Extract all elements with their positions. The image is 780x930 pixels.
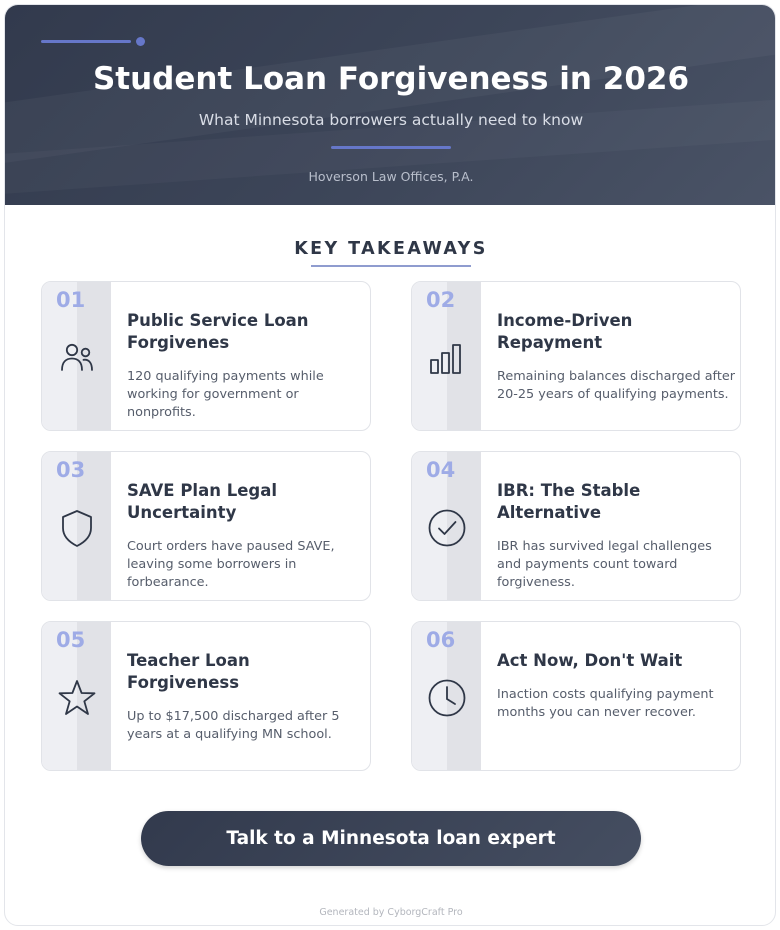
footer-credit: Generated by CyborgCraft Pro: [319, 907, 463, 918]
card-body: Remaining balances discharged after 20-25 years of qualifying payments.: [497, 369, 735, 402]
header-accent-dot: [136, 37, 145, 46]
takeaway-card: [411, 281, 741, 431]
page-title: Student Loan Forgiveness in 2026: [92, 61, 690, 97]
star-icon: [57, 678, 97, 718]
section-underline: [311, 265, 471, 267]
takeaway-card: [41, 621, 371, 771]
shield-icon: [57, 508, 97, 548]
card-title: Public Service Loan Forgivenes: [127, 311, 309, 352]
card-title: Teacher Loan Forgiveness: [127, 651, 250, 692]
card-number: 03: [56, 458, 86, 482]
card-body: IBR has survived legal challenges and payments count toward forgiveness.: [497, 539, 712, 590]
card-title: SAVE Plan Legal Uncertainty: [127, 481, 277, 522]
card-body: Court orders have paused SAVE, leaving some borrowers in forbearance.: [127, 539, 335, 590]
takeaway-card: [411, 621, 741, 771]
bar-chart-icon: [427, 338, 467, 378]
clock-icon: [427, 678, 467, 718]
card-number: 06: [426, 628, 456, 652]
people-icon: [57, 338, 97, 378]
card-body: Up to $17,500 discharged after 5 years at a qualifying MN school.: [127, 709, 340, 742]
card-title: Income-Driven Repayment: [497, 311, 633, 352]
header-banner: [5, 5, 776, 205]
card-number: 04: [426, 458, 456, 482]
check-circle-icon: [427, 508, 467, 548]
takeaway-card: [41, 281, 371, 431]
takeaway-card: [411, 451, 741, 601]
section-title: KEY TAKEAWAYS: [294, 239, 488, 259]
page-subtitle: What Minnesota borrowers actually need to know: [198, 111, 584, 129]
card-body: Inaction costs qualifying payment months you can never recover.: [497, 687, 714, 720]
card-body: 120 qualifying payments while working for government or nonprofits.: [127, 369, 324, 420]
infographic-card: [4, 4, 776, 926]
subtitle-divider: [331, 146, 451, 149]
takeaway-card: [41, 451, 371, 601]
card-number: 02: [426, 288, 456, 312]
card-title: Act Now, Don't Wait: [497, 651, 683, 670]
firm-name: Hoverson Law Offices, P.A.: [308, 169, 474, 184]
card-number: 05: [56, 628, 86, 652]
talk-to-expert-button[interactable]: Talk to a Minnesota loan expert: [141, 811, 641, 866]
header-accent-line: [41, 40, 131, 43]
card-title: IBR: The Stable Alternative: [497, 481, 641, 522]
card-number: 01: [56, 288, 86, 312]
